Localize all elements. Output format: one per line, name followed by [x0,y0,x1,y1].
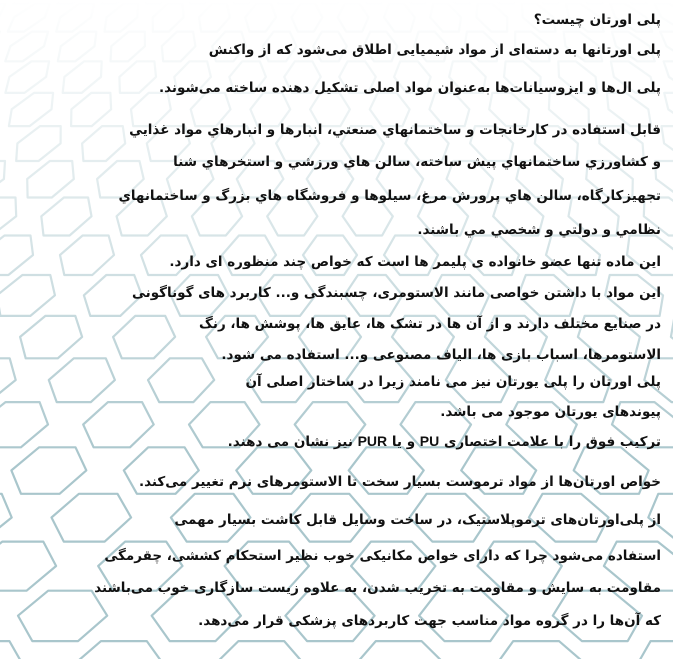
text-line: مقاومت به سایش و مقاومت به تخریب شدن، به علاوه زیست سازگاری خوب می‌باشند [94,580,661,596]
formula-text-3: نیز نشان می دهند. [227,434,353,450]
text-line: خواص اورتان‌ها از مواد ترموست بسیار سخت تا الاستومرهای نرم تغییر می‌کند. [138,474,661,490]
text-line: این ماده تنها عضو خانواده ی پلیمر ها است که خواص چند منظوره ای دارد. [169,254,661,270]
text-line: پلی ال‌ها و ایزوسیانات‌ها به‌عنوان مواد اصلی تشکیل دهنده ساخته می‌شوند. [158,80,661,96]
text-line: این مواد با داشتن خواصی مانند الاستومری، چسبندگی و... کاربرد های گوناگونی [131,285,661,301]
text-line: استفاده می‌شود چرا که دارای خواص مکانیکی خوب نظیر استحکام کششی، چقرمگی [104,548,661,564]
text-line: در صنایع مختلف دارند و از آن ها در تشک ها، عایق ها، پوشش ها، رنگ [199,316,661,332]
text-line: نظامي و دولتي و شخصي مي باشند. [417,222,661,238]
text-line: از پلی‌اورتان‌های ترموپلاستیک، در ساخت وسایل قابل کاشت بسیار مهمی [174,512,661,528]
text-line: پلی اورتان را پلی یورتان نیز می نامند زیرا در ساختار اصلی آن [245,374,661,390]
formula-text-2: و یا [391,434,416,450]
text-line: قابل استفاده در كارخانجات و ساختمانهاي صنعتي، انبارها و انبارهاي مواد غذايي [129,122,661,138]
formula-line [6,431,661,452]
heading: پلی اورتان چیست؟ [533,12,661,28]
text-line: الاستومرها، اسباب بازی ها، الیاف مصنوعی و... استفاده می شود. [221,347,661,363]
abbreviation-pu: PU [419,433,440,449]
text-line: و كشاورزي ساختمانهاي پيش ساخته، سالن هاي ورزشي و استخرهاي شنا [173,154,661,170]
abbreviation-pur: PUR [357,433,388,449]
text-line: که آن‌ها را در گروه مواد مناسب جهت کاربردهای پزشکی قرار می‌دهد. [198,613,661,629]
formula-text-1: ترکیب فوق را با علامت اختصاری [443,434,661,450]
text-line: پیوندهای یورتان موجود می باشد. [440,404,661,420]
text-line: پلی اورتانها به دسته‌ای از مواد شیمیایی اطلاق می‌شود که از واکنش [208,42,661,58]
text-line: تجهيزكارگاه، سالن هاي پرورش مرغ، سيلوها و فروشگاه هاي بزرگ و ساختمانهاي [118,188,661,204]
